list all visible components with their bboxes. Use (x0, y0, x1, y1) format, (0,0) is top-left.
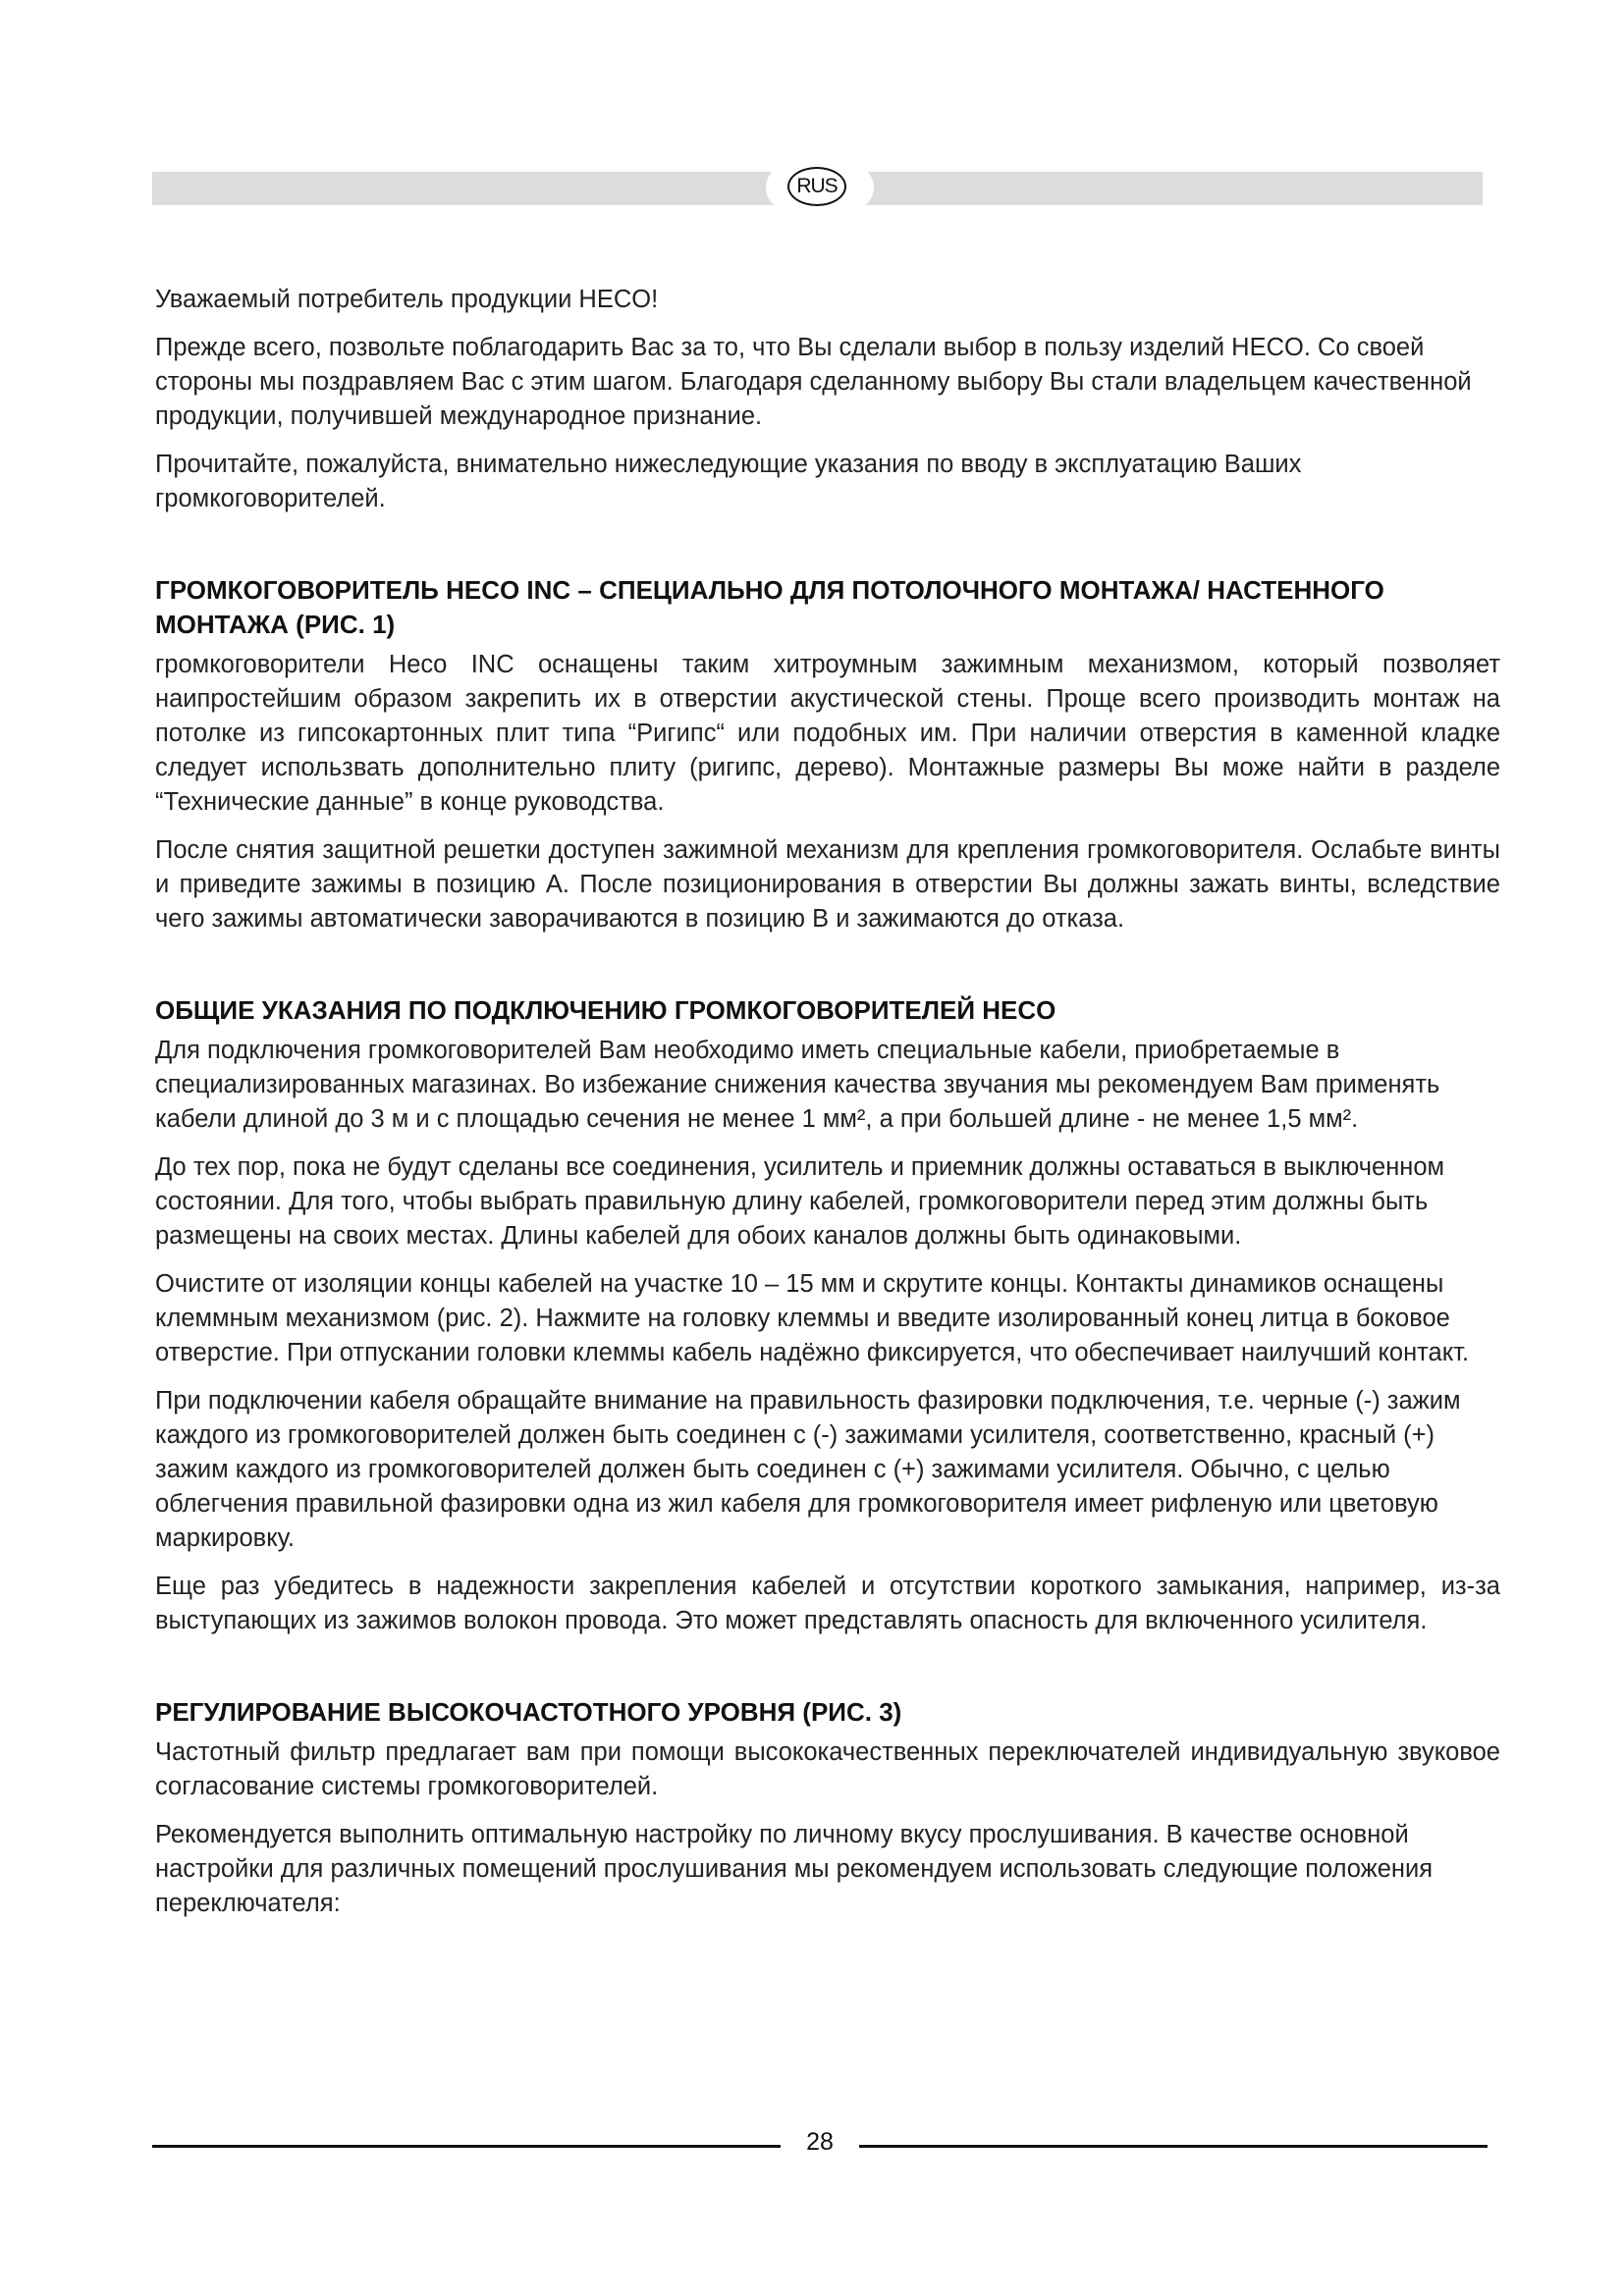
connection-paragraph: До тех пор, пока не будут сделаны все соединения, усилитель и приемник должны оставаться в выключенном состоянии. Для того, чтобы выбрать правильную длину кабелей, громкоговорители перед этим должны быть размещены на своих местах. Длины кабелей для обоих каналов должны быть одинаковыми. (155, 1153, 1445, 1250)
footer-divider-left (152, 2145, 781, 2148)
mounting-paragraph: громкоговорители Heco INC оснащены таким хитроумным зажимным механизмом, который позволяет наипростейшим образом закрепить их в отверстии акустической стены. Проще всего производить монтаж на потолке из гипсокартонных плит типа “Ригипс“ или подобных им. При наличии отверстия в каменной кладке следует использвать дополнительно плиту (ригипс, дерево). Монтажные размеры Вы може найти в разделе “Технические данные” в конце руководства. (155, 651, 1500, 816)
connection-paragraph: Очистите от изоляции концы кабелей на участке 10 – 15 мм и скрутите концы. Контакты динамиков оснащены клеммным механизмом (рис. 2). Нажмите на головку клеммы и введите изолированный конец литца в боковое отверстие. При отпускании головки клеммы кабель надёжно фиксируется, что обеспечивает наилучший контакт. (155, 1270, 1470, 1366)
intro-paragraph: Прочитайте, пожалуйста, внимательно нижеследующие указания по вводу в эксплуатацию Ваших громкоговорителей. (155, 451, 1302, 512)
language-badge (766, 165, 874, 210)
section-title-mounting: ГРОМКОГОВОРИТЕЛЬ HECO INC – СПЕЦИАЛЬНО ДЛЯ ПОТОЛОЧНОГО МОНТАЖА/ НАСТЕННОГО МОНТАЖА (РИС. 1) (155, 575, 1384, 639)
section-title-treble: РЕГУЛИРОВАНИЕ ВЫСОКОЧАСТОТНОГО УРОВНЯ (РИС. 3) (155, 1697, 902, 1727)
connection-paragraph: Для подключения громкоговорителей Вам необходимо иметь специальные кабели, приобретаемые в специализированных магазинах. Во избежание снижения качества звучания мы рекомендуем Вам применять кабели длиной до 3 м и с площадью сечения не менее 1 мм², а при большей длине - не менее 1,5 мм². (155, 1037, 1440, 1133)
connection-paragraph: Еще раз убедитесь в надежности закрепления кабелей и отсутствии короткого замыкания, например, из-за выступающих из зажимов волокон провода. Это может представлять опасность для включенного усилителя. (155, 1573, 1500, 1634)
mounting-paragraph: После снятия защитной решетки доступен зажимной механизм для крепления громкоговорителя. Ослабьте винты и приведите зажимы в позицию A. После позиционирования в отверстии Вы должны зажать винты, вследствие чего зажимы автоматически заворачиваются в позицию B и зажимаются до отказа. (155, 836, 1500, 933)
treble-paragraph: Частотный фильтр предлагает вам при помощи высококачественных переключателей индивидуальную звуковое согласование системы громкоговорителей. (155, 1738, 1500, 1800)
connection-paragraph: При подключении кабеля обращайте внимание на правильность фазировки подключения, т.е. черные (-) зажим каждого из громкоговорителей должен быть соединен с (-) зажимами усилителя, соответственно, красный (+) зажим каждого из громкоговорителей должен быть соединен с (+) зажимами усилителя. Обычно, с целью облегчения правильной фазировки одна из жил кабеля для громкоговорителя имеет рифленую или цветовую маркировку. (155, 1387, 1461, 1552)
language-badge-label: RUS (787, 167, 846, 206)
intro-greeting: Уважаемый потребитель продукции HECO! (155, 286, 659, 313)
intro-paragraph: Прежде всего, позвольте поблагодарить Вас за то, что Вы сделали выбор в пользу изделий HECO. Со своей стороны мы поздравляем Вас с этим шагом. Благодаря сделанному выбору Вы стали владельцем качественной продукции, получившей международное признание. (155, 334, 1472, 430)
section-title-connection: ОБЩИЕ УКАЗАНИЯ ПО ПОДКЛЮЧЕНИЮ ГРОМКОГОВОРИТЕЛЕЙ HECO (155, 995, 1056, 1025)
footer-divider-right (859, 2145, 1488, 2148)
page-content (155, 283, 1500, 1935)
treble-paragraph: Рекомендуется выполнить оптимальную настройку по личному вкусу прослушивания. В качестве основной настройки для различных помещений прослушивания мы рекомендуем использовать следующие положения переключателя: (155, 1821, 1434, 1917)
page-number: 28 (806, 2128, 834, 2156)
